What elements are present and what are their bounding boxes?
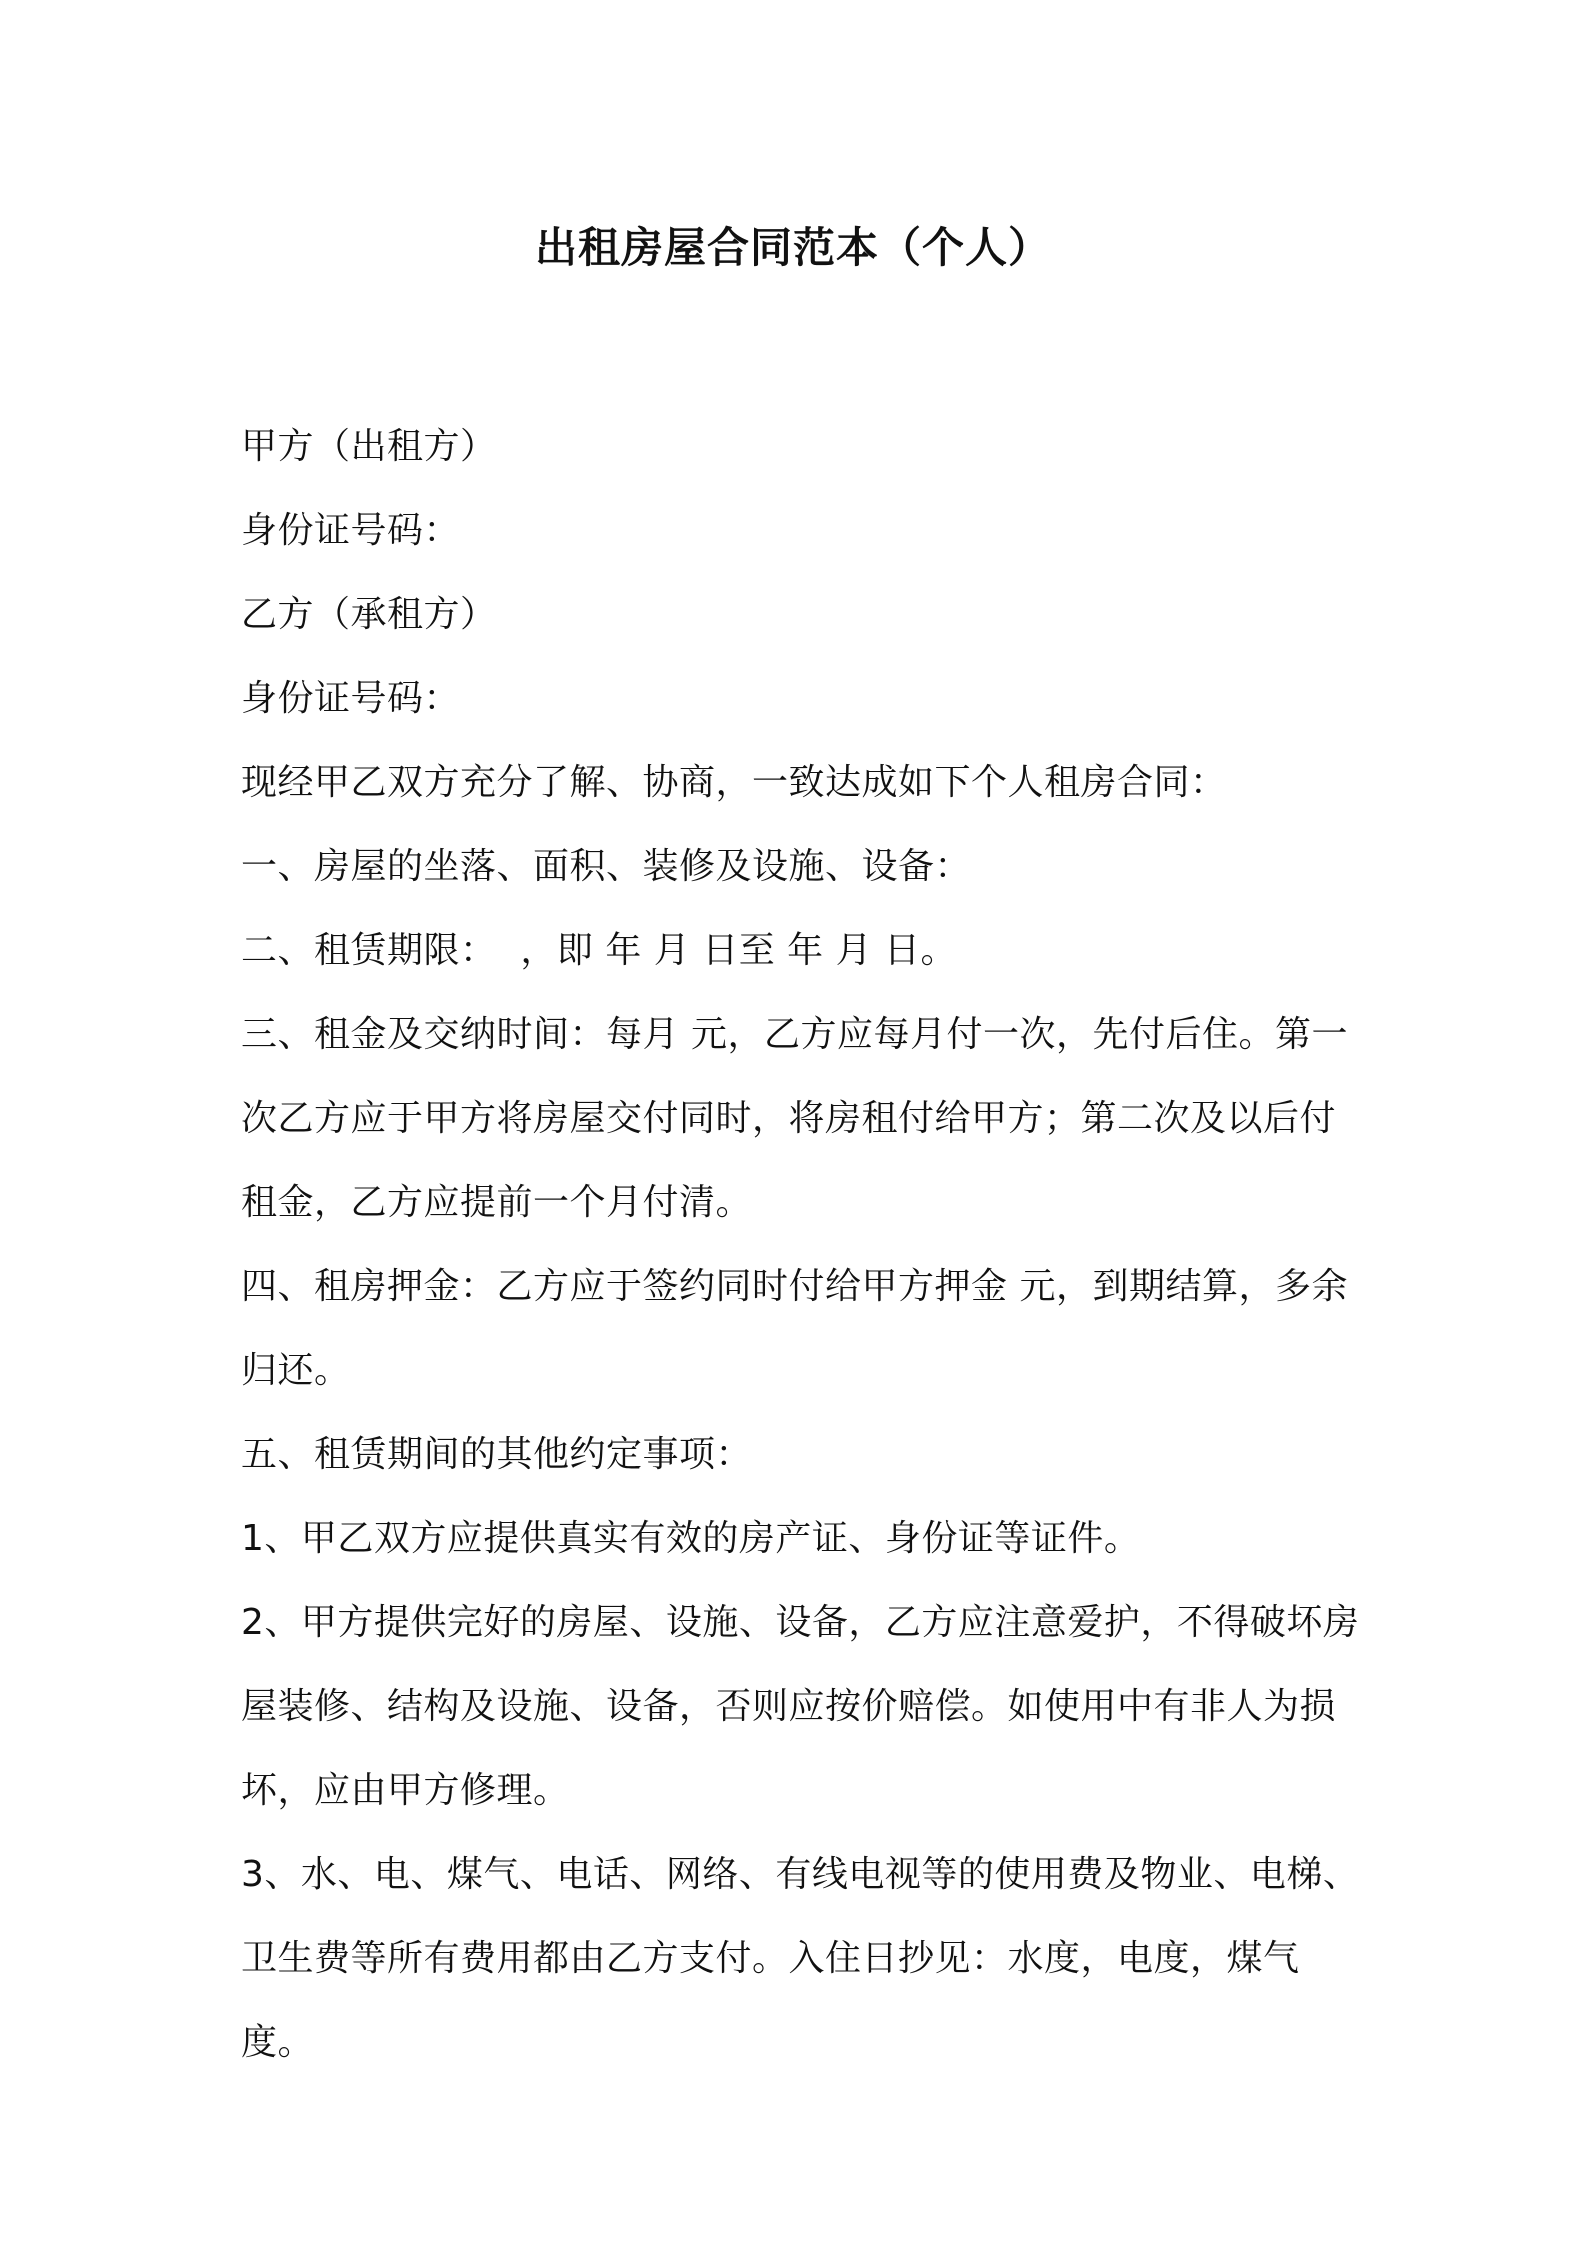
agreement-intro: 现经甲乙双方充分了解、协商，一致达成如下个人租房合同： [241, 762, 1227, 803]
party-a-id-number: 身份证号码： [241, 510, 461, 551]
term-item-1: 1、甲乙双方应提供真实有效的房产证、身份证等证件。 [241, 1518, 1141, 1559]
clause-3-rent: 三、租金及交纳时间：每月 元，乙方应每月付一次，先付后住。第一次乙方应于甲方将房屋交付同时，将房租付给甲方；第二次及以后付租金，乙方应提前一个月付清。 [241, 1014, 1348, 1223]
party-b-id-number: 身份证号码： [241, 678, 461, 719]
clause-2-term: 二、租赁期限： ，即 年 月 日至 年 月 日。 [241, 930, 958, 971]
clause-5-other-terms: 五、租赁期间的其他约定事项： [241, 1434, 753, 1475]
document-title: 出租房屋合同范本（个人） [534, 223, 1051, 272]
term-item-3: 3、水、电、煤气、电话、网络、有线电视等的使用费及物业、电梯、卫生费等所有费用都由乙方支付。入住日抄见：水度，电度，煤气度。 [241, 1854, 1360, 2063]
document-body [241, 405, 1361, 2085]
party-b-label: 乙方（承租方） [241, 594, 497, 635]
clause-1-property: 一、房屋的坐落、面积、装修及设施、设备： [241, 846, 972, 887]
clause-4-deposit: 四、租房押金：乙方应于签约同时付给甲方押金 元，到期结算，多余归还。 [241, 1266, 1348, 1391]
party-a-label: 甲方（出租方） [241, 426, 497, 467]
term-item-2: 2、甲方提供完好的房屋、设施、设备，乙方应注意爱护，不得破坏房屋装修、结构及设施、设备，否则应按价赔偿。如使用中有非人为损坏，应由甲方修理。 [241, 1602, 1360, 1811]
